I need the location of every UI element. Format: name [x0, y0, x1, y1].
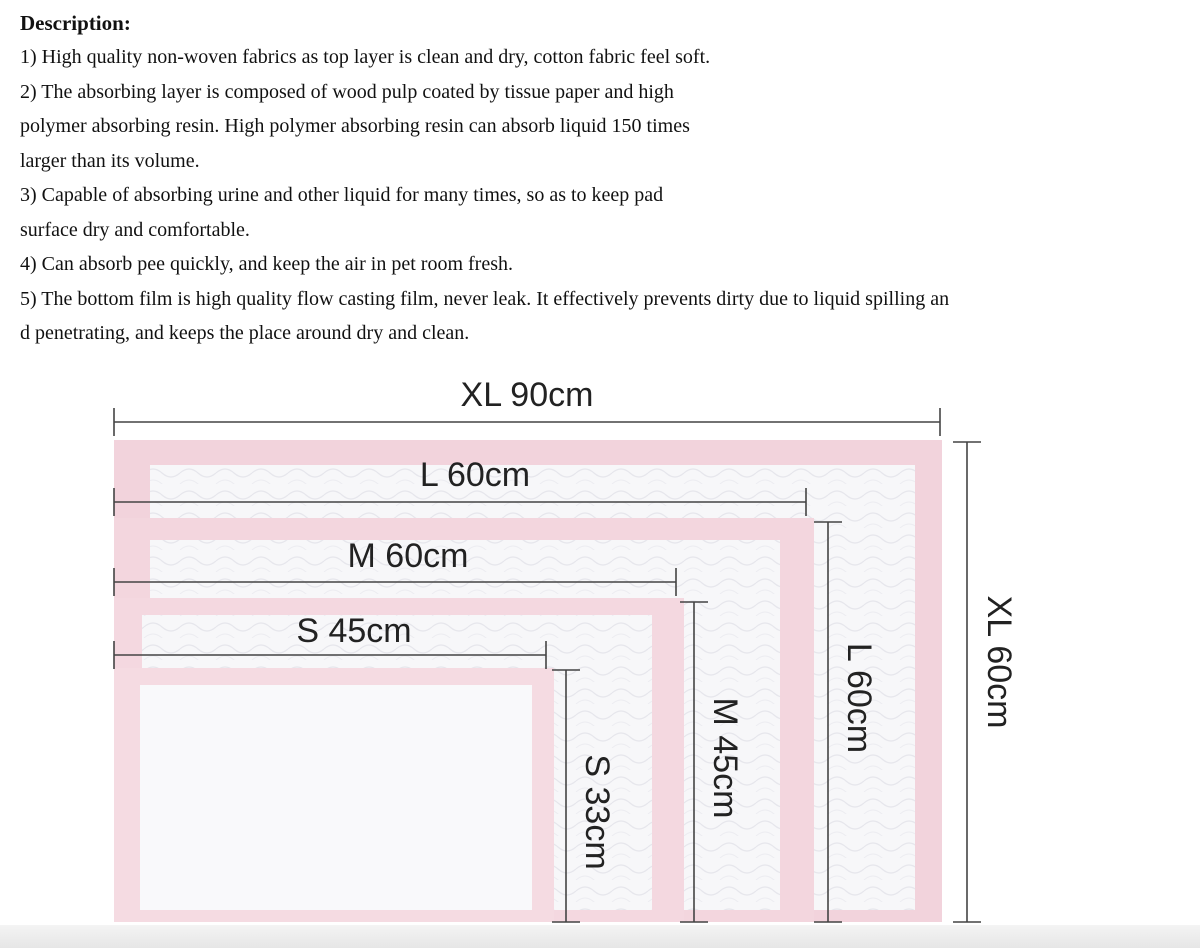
bottom-strip: [0, 925, 1200, 948]
width-label-s: S 45cm: [296, 612, 412, 650]
size-diagram: [0, 365, 1200, 948]
description-line-6: surface dry and comfortable.: [20, 218, 250, 241]
size-diagram-svg: [0, 365, 1200, 948]
description-line-3: polymer absorbing resin. High polymer absorbing resin can absorb liquid 150 times: [20, 115, 690, 137]
description-heading: Description:: [20, 11, 131, 35]
description-line-1: 1) High quality non-woven fabrics as top layer is clean and dry, cotton fabric feel soft.: [20, 46, 711, 68]
height-label-xl: XL 60cm: [980, 595, 1018, 729]
height-label-l: L 60cm: [840, 642, 878, 754]
description-line-4: larger than its volume.: [20, 149, 200, 172]
height-label-m: M 45cm: [706, 697, 744, 819]
description-block: [20, 6, 1190, 351]
width-label-m: M 60cm: [347, 537, 469, 575]
width-label-xl: XL 90cm: [460, 376, 594, 414]
height-label-s: S 33cm: [578, 754, 616, 870]
description-line-2: 2) The absorbing layer is composed of wood pulp coated by tissue paper and high: [20, 80, 674, 103]
description-line-7: 4) Can absorb pee quickly, and keep the air in pet room fresh.: [20, 253, 513, 275]
description-line-8: 5) The bottom film is high quality flow casting film, never leak. It effectively prevents dirty due to liquid spilling an: [20, 287, 950, 310]
description-line-9: d penetrating, and keeps the place around dry and clean.: [20, 322, 470, 344]
width-label-l: L 60cm: [419, 456, 531, 494]
height-line-xl: [953, 442, 981, 922]
description-line-5: 3) Capable of absorbing urine and other liquid for many times, so as to keep pad: [20, 184, 664, 206]
pad-s-core: [140, 685, 532, 910]
